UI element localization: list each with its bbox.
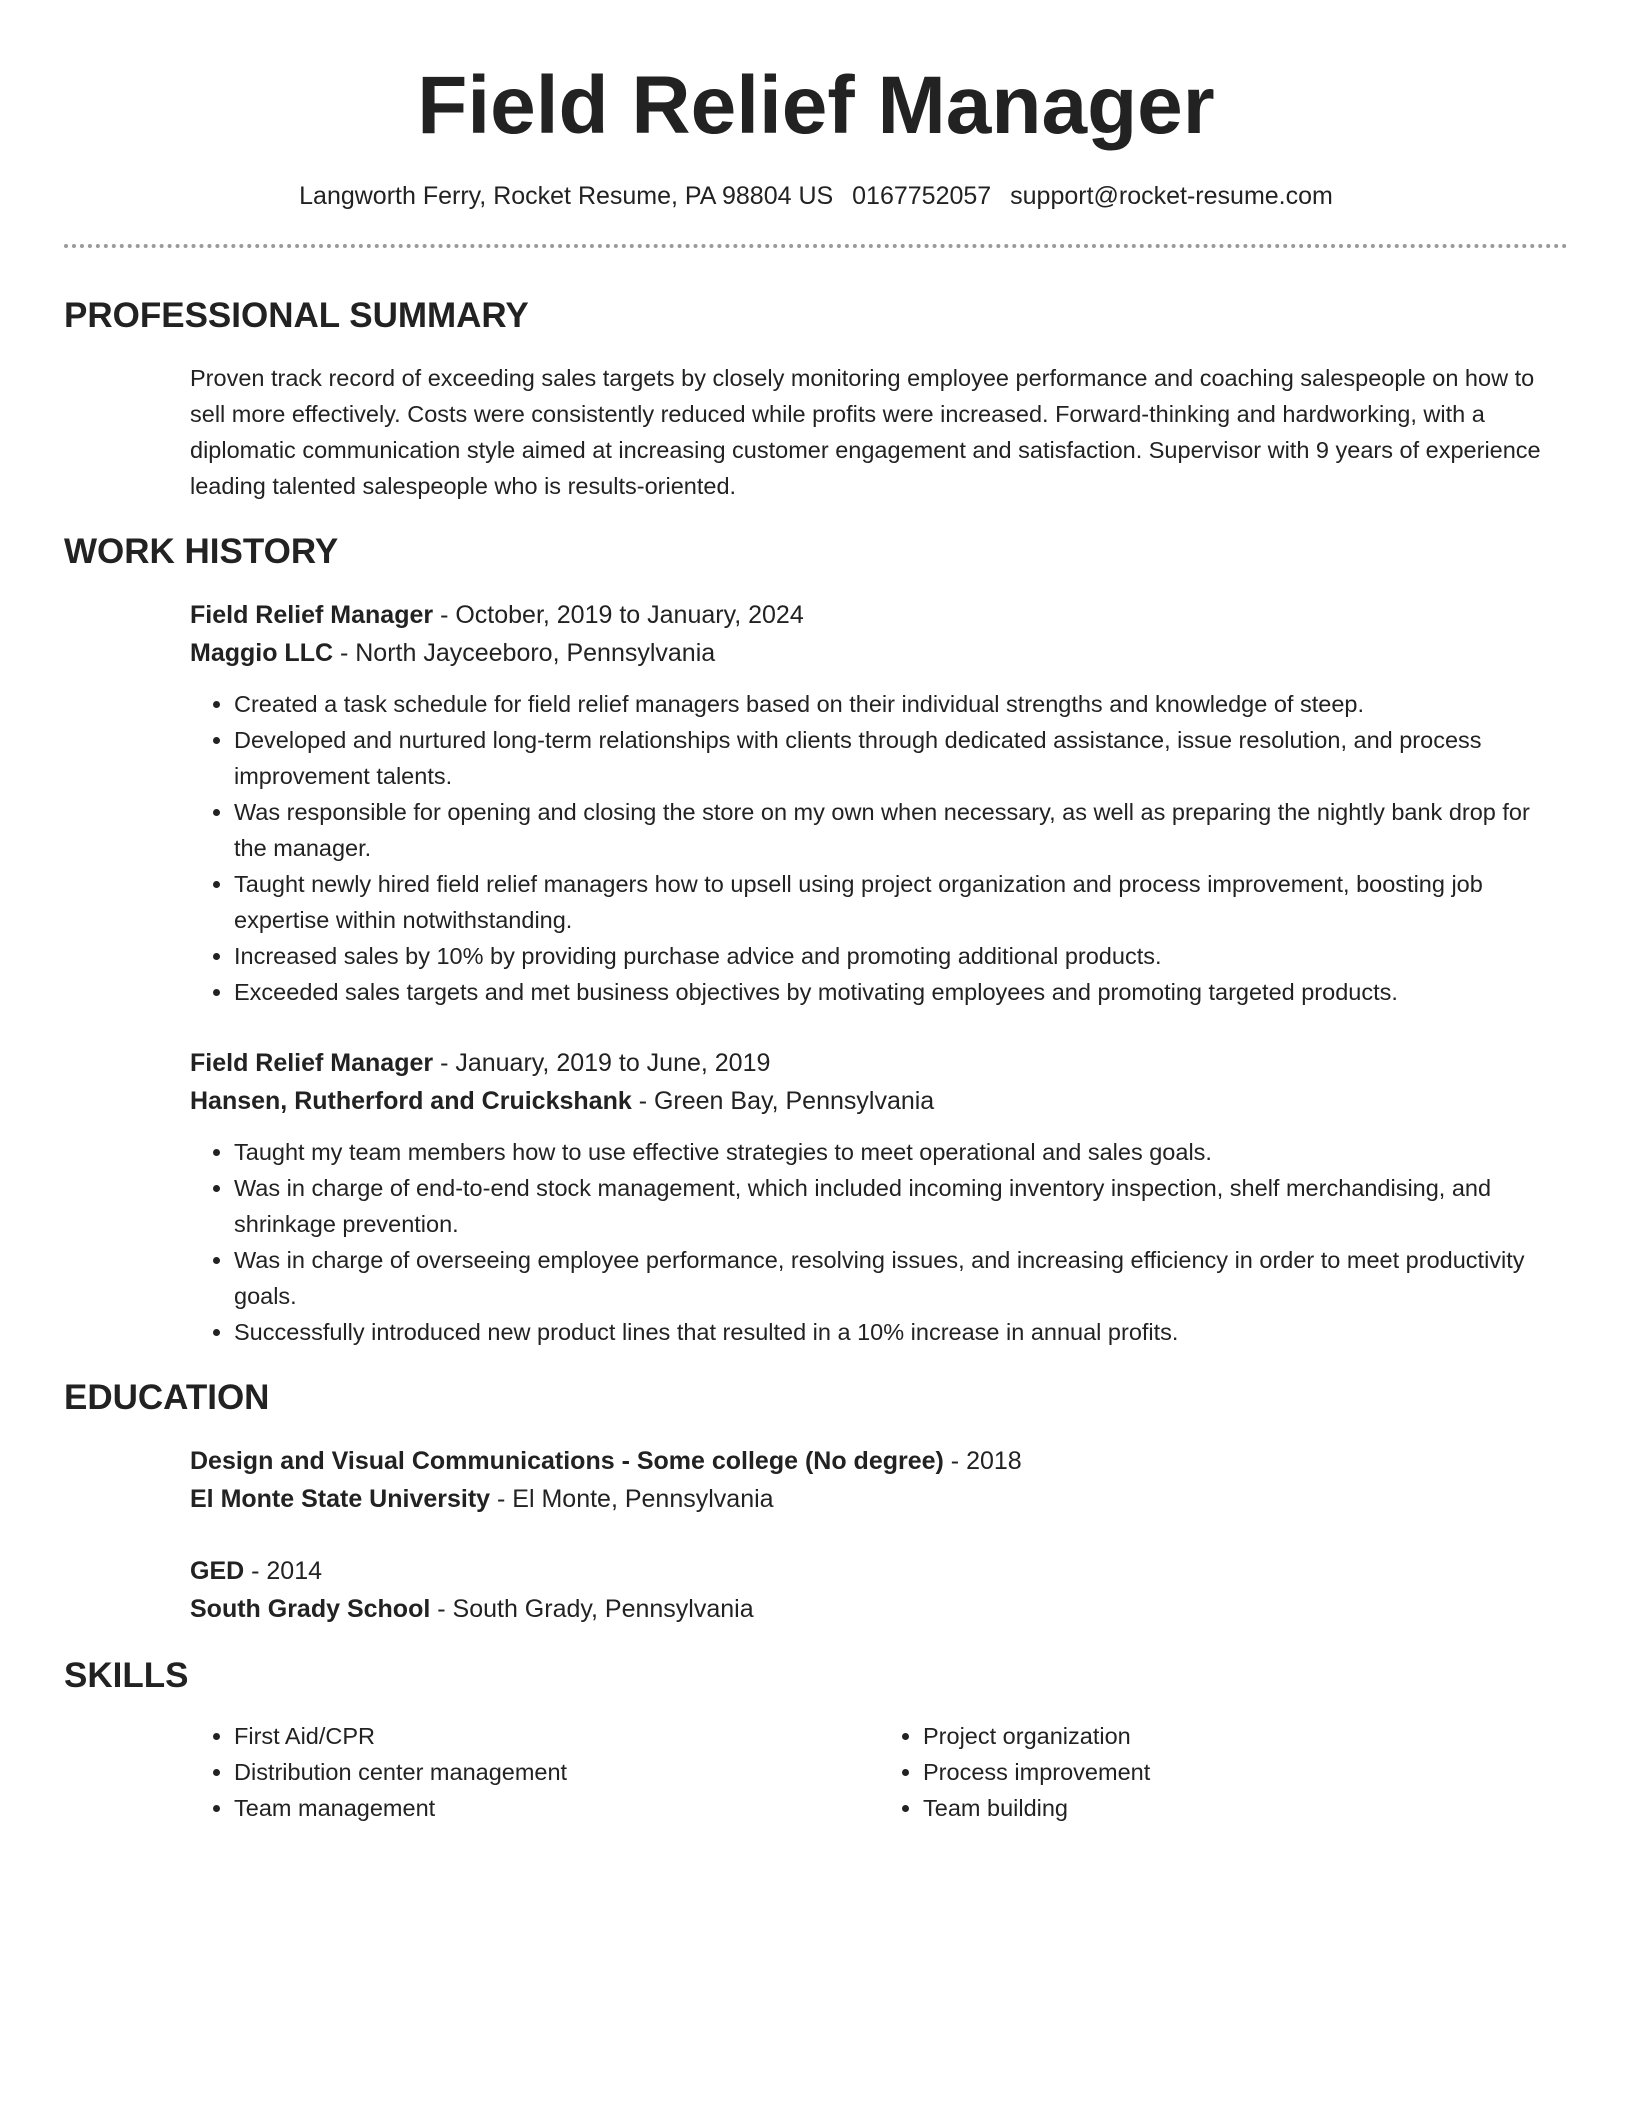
degree-year: - 2018 [943, 1447, 1022, 1475]
list-item: • Taught newly hired field relief managers how to upsell using project organization and process improvement, boosting job expertise within notwithstanding. [234, 866, 1568, 938]
school-line [190, 1590, 1568, 1628]
section-title-education: EDUCATION [64, 1378, 270, 1417]
job-title-line [190, 1044, 1568, 1082]
skills-columns [190, 1718, 1568, 1826]
summary-text: Proven track record of exceeding sales targets by closely monitoring employee performance and coaching salespeople on how to sell more effectively. Costs were consistently reduced while profits were increased. Forward-thinking and hardworking, with a diplomatic communication style aimed at increasing customer engagement and satisfaction. Supervisor with 9 years of experience leading talented salespeople who is results-oriented. [190, 365, 1541, 499]
job-location: - Green Bay, Pennsylvania [631, 1087, 935, 1115]
job-role: Field Relief Manager [190, 1049, 434, 1077]
skills-section [64, 1654, 1568, 1826]
job-dates: - January, 2019 to June, 2019 [433, 1049, 771, 1077]
list-item: • Project organization [923, 1718, 1568, 1754]
degree: Design and Visual Communications - Some college (No degree) [190, 1447, 944, 1475]
section-title-work-history: WORK HISTORY [64, 532, 339, 571]
degree: GED [190, 1557, 245, 1585]
job-title-line [190, 596, 1568, 634]
section-title-skills: SKILLS [64, 1656, 189, 1695]
list-item: • Team management [234, 1790, 879, 1826]
section-title-summary: PROFESSIONAL SUMMARY [64, 296, 529, 335]
skills-list-right [879, 1718, 1568, 1826]
job-bullets [190, 686, 1568, 1010]
job-company-line [190, 1082, 1568, 1120]
degree-year: - 2014 [244, 1557, 323, 1585]
degree-line [190, 1552, 1568, 1590]
job-company: Hansen, Rutherford and Cruickshank [190, 1087, 632, 1115]
school-location: - South Grady, Pennsylvania [430, 1595, 754, 1623]
contact-line [64, 180, 1568, 212]
job-entry [190, 596, 1568, 1010]
job-company-line [190, 634, 1568, 672]
job-role: Field Relief Manager [190, 601, 434, 629]
skills-list-left [190, 1718, 879, 1826]
list-item: • Was in charge of overseeing employee performance, resolving issues, and increasing efficiency in order to meet productivity goals. [234, 1242, 1568, 1314]
summary-section [64, 294, 1568, 504]
school: El Monte State University [190, 1485, 491, 1513]
list-item: • Successfully introduced new product lines that resulted in a 10% increase in annual profits. [234, 1314, 1568, 1350]
education-entry [190, 1552, 1568, 1628]
education-section [64, 1376, 1568, 1628]
list-item: • Team building [923, 1790, 1568, 1826]
job-dates: - October, 2019 to January, 2024 [433, 601, 804, 629]
degree-line [190, 1442, 1568, 1480]
header-divider [64, 244, 1568, 248]
work-history-section [64, 530, 1568, 1350]
resume-header [64, 0, 1568, 248]
list-item: • Created a task schedule for field relief managers based on their individual strengths and knowledge of steep. [234, 686, 1568, 722]
list-item: • First Aid/CPR [234, 1718, 879, 1754]
list-item: • Was in charge of end-to-end stock management, which included incoming inventory inspection, shelf merchandising, and shrinkage prevention. [234, 1170, 1568, 1242]
school: South Grady School [190, 1595, 431, 1623]
list-item: • Was responsible for opening and closing the store on my own when necessary, as well as preparing the nightly bank drop for the manager. [234, 794, 1568, 866]
education-entry [190, 1442, 1568, 1518]
list-item: • Exceeded sales targets and met business objectives by motivating employees and promoting targeted products. [234, 974, 1568, 1010]
school-line [190, 1480, 1568, 1518]
phone: 0167752057 [852, 182, 992, 210]
list-item: • Process improvement [923, 1754, 1568, 1790]
email: support@rocket-resume.com [1010, 182, 1333, 210]
list-item: • Developed and nurtured long-term relationships with clients through dedicated assistance, issue resolution, and process improvement talents. [234, 722, 1568, 794]
list-item: • Taught my team members how to use effective strategies to meet operational and sales goals. [234, 1134, 1568, 1170]
job-bullets [190, 1134, 1568, 1350]
address: Langworth Ferry, Rocket Resume, PA 98804 US [299, 182, 834, 210]
school-location: - El Monte, Pennsylvania [490, 1485, 774, 1513]
candidate-name: Field Relief Manager [417, 60, 1215, 151]
job-company: Maggio LLC [190, 639, 334, 667]
job-location: - North Jayceeboro, Pennsylvania [333, 639, 716, 667]
list-item: • Increased sales by 10% by providing purchase advice and promoting additional products. [234, 938, 1568, 974]
job-entry [190, 1044, 1568, 1350]
list-item: • Distribution center management [234, 1754, 879, 1790]
